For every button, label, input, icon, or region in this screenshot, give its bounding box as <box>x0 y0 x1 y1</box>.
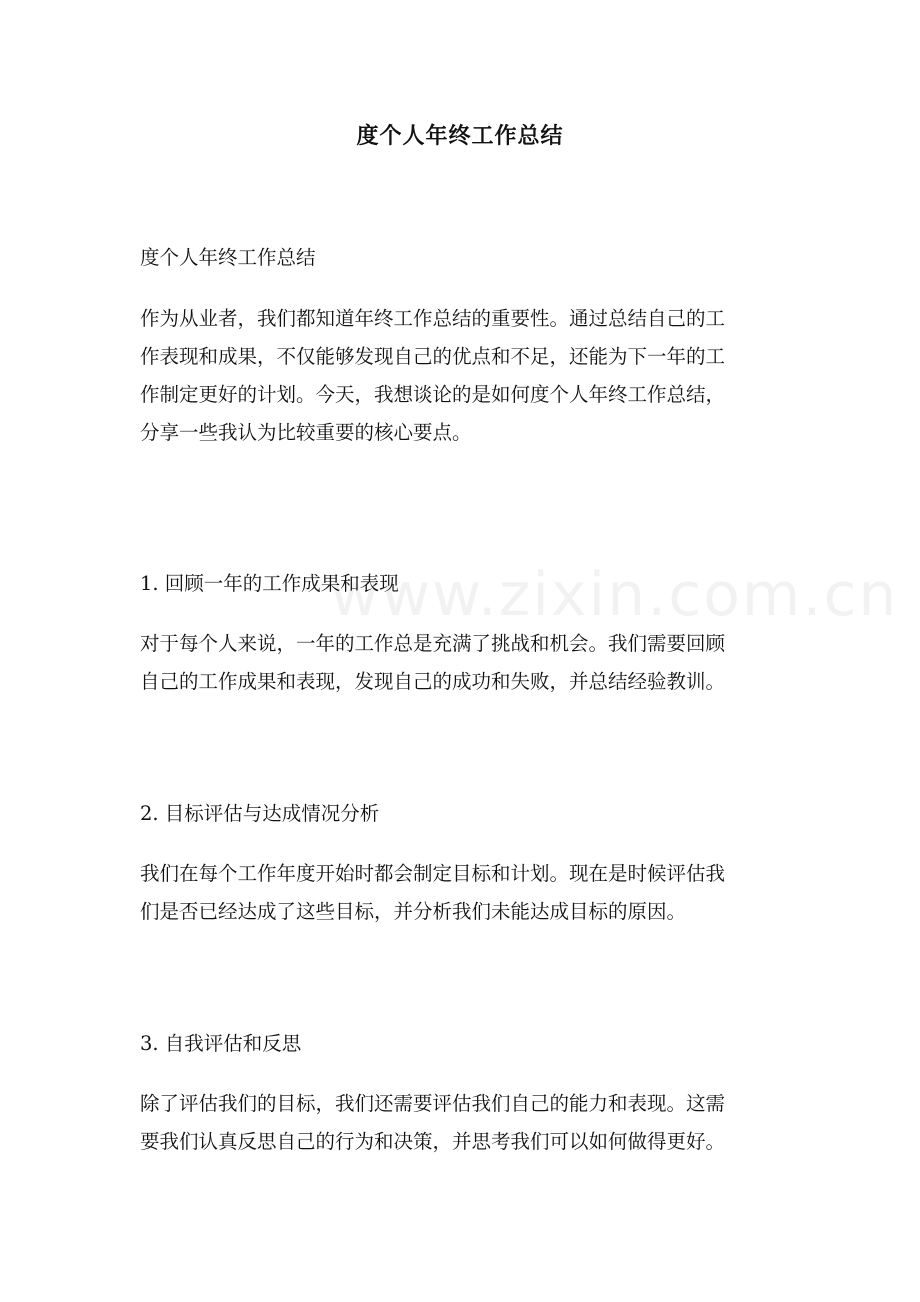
section-3-heading: 3. 自我评估和反思 <box>140 1032 302 1055</box>
section-1-line-2: 自己的工作成果和表现，发现自己的成功和失败，并总结经验教训。 <box>140 670 726 693</box>
intro-line-4: 分享一些我认为比较重要的核心要点。 <box>140 421 472 444</box>
document-title: 度个人年终工作总结 <box>356 123 564 149</box>
section-3-line-2: 要我们认真反思自己的行为和决策，并思考我们可以如何做得更好。 <box>140 1130 726 1153</box>
intro-line-2: 作表现和成果，不仅能够发现自己的优点和不足，还能为下一年的工 <box>140 345 726 368</box>
watermark: www.zixin.com.cn <box>330 560 899 630</box>
section-1-heading: 1. 回顾一年的工作成果和表现 <box>140 572 399 595</box>
intro-line-1: 作为从业者，我们都知道年终工作总结的重要性。通过总结自己的工 <box>140 307 726 330</box>
section-1-line-1: 对于每个人来说，一年的工作总是充满了挑战和机会。我们需要回顾 <box>140 632 726 655</box>
intro-line-3: 作制定更好的计划。今天，我想谈论的是如何度个人年终工作总结， <box>140 383 726 406</box>
subtitle-line: 度个人年终工作总结 <box>140 246 316 269</box>
section-2-line-2: 们是否已经达成了这些目标，并分析我们未能达成目标的原因。 <box>140 900 687 923</box>
section-2-heading: 2. 目标评估与达成情况分析 <box>140 802 380 825</box>
section-2-line-1: 我们在每个工作年度开始时都会制定目标和计划。现在是时候评估我 <box>140 862 726 885</box>
section-3-line-1: 除了评估我们的目标，我们还需要评估我们自己的能力和表现。这需 <box>140 1092 726 1115</box>
